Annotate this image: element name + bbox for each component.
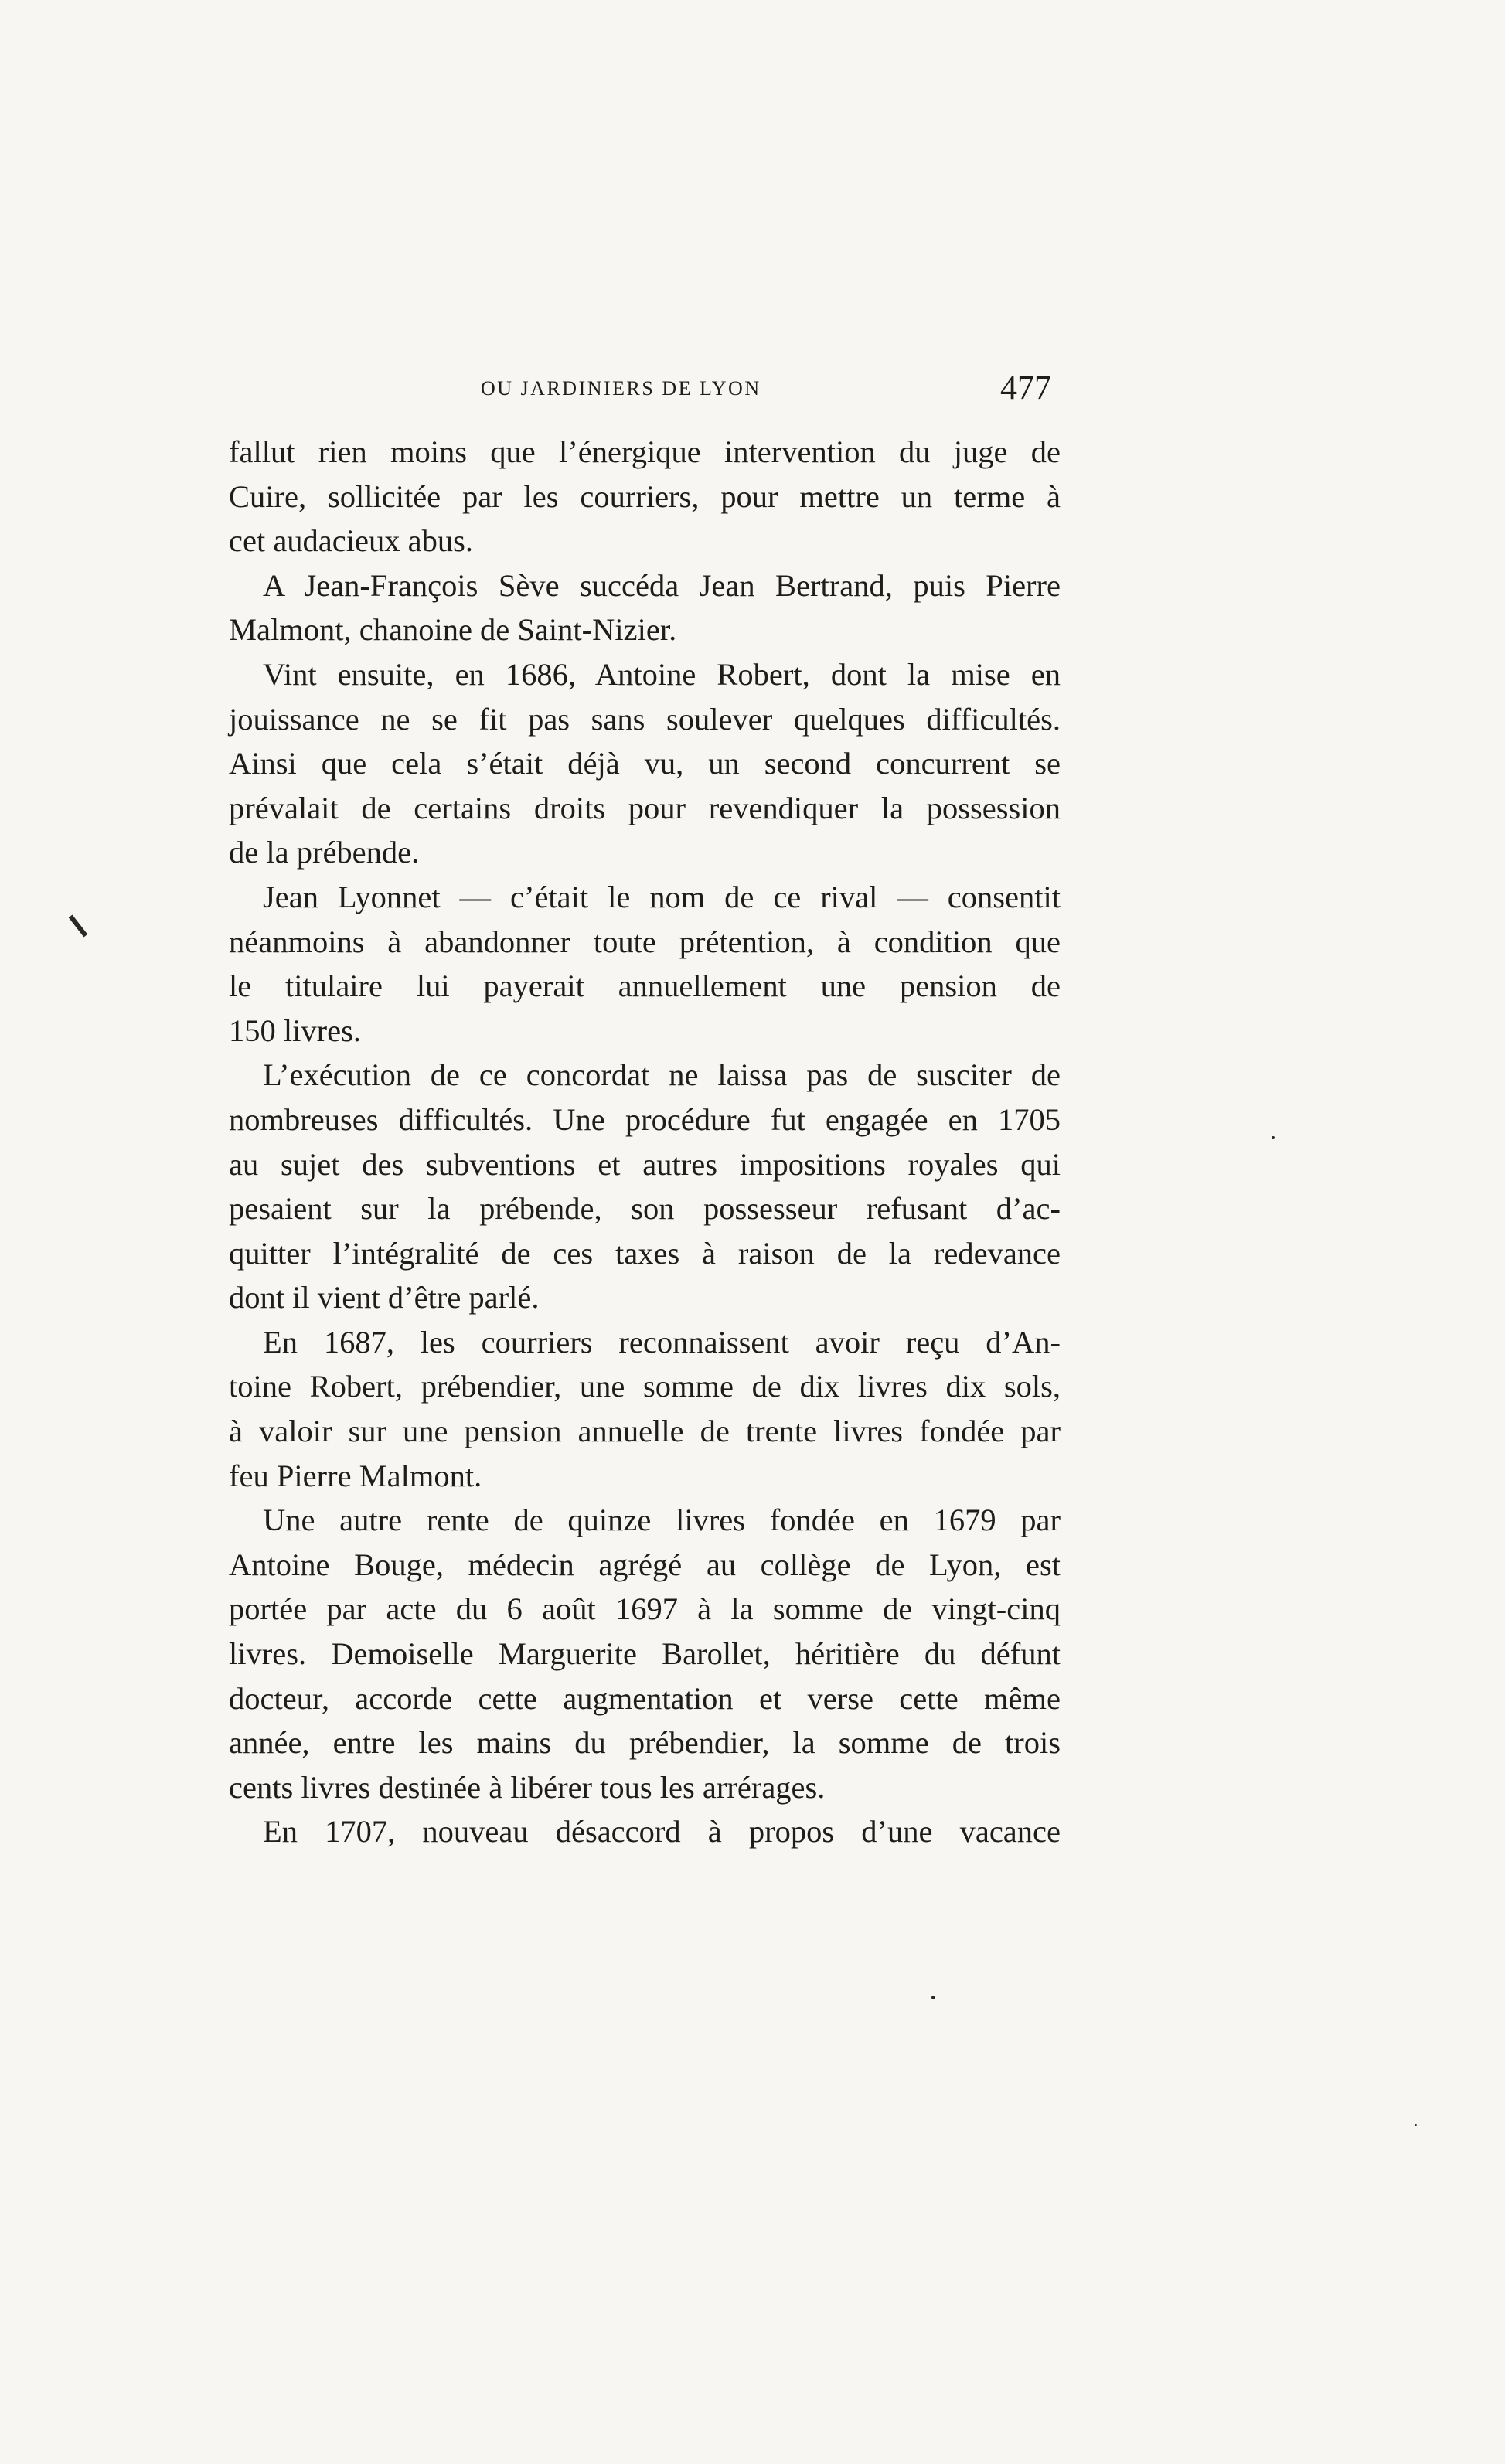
text-line: Malmont, chanoine de Saint-Nizier. xyxy=(229,612,677,648)
paragraph xyxy=(229,1320,1061,1498)
paragraph xyxy=(229,563,1061,652)
text-line: nombreuses difficultés. Une procédure fut engagée en 1705 xyxy=(229,1101,1061,1137)
text-line: Vint ensuite, en 1686, Antoine Robert, dont la mise en xyxy=(263,656,1061,692)
running-head xyxy=(229,368,1061,414)
text-line: En 1707, nouveau désaccord à propos d’une vacance xyxy=(263,1814,1061,1850)
text-line: au sujet des subventions et autres impositions royales qui xyxy=(229,1146,1061,1182)
text-line: pesaient sur la prébende, son possesseur refusant d’ac- xyxy=(229,1191,1061,1227)
text-line: année, entre les mains du prébendier, la somme de trois xyxy=(229,1725,1061,1761)
text-line: de la prébende. xyxy=(229,835,420,870)
paragraph xyxy=(229,652,1061,875)
text-line: L’exécution de ce concordat ne laissa pas de susciter de xyxy=(263,1057,1061,1093)
text-line: dont il vient d’être parlé. xyxy=(229,1280,540,1315)
paragraph xyxy=(229,875,1061,1053)
text-line: fallut rien moins que l’énergique intervention du juge de xyxy=(229,434,1061,469)
paragraph xyxy=(229,1809,1061,1854)
text-line: jouissance ne se fit pas sans soulever quelques difficultés. xyxy=(229,701,1061,737)
text-line: prévalait de certains droits pour revendiquer la possession xyxy=(229,790,1061,825)
text-line: Jean Lyonnet — c’était le nom de ce rival — consentit xyxy=(263,879,1061,914)
text-line: Une autre rente de quinze livres fondée en 1679 par xyxy=(263,1503,1061,1538)
text-line: cents livres destinée à libérer tous les arrérages. xyxy=(229,1769,826,1805)
text-line: portée par acte du 6 août 1697 à la somme de vingt-cinq xyxy=(229,1591,1061,1627)
text-line: cet audacieux abus. xyxy=(229,523,473,559)
paragraph xyxy=(229,1053,1061,1320)
text-line: Antoine Bouge, médecin agrégé au collège de Lyon, est xyxy=(229,1547,1061,1582)
scan-speck xyxy=(1415,2124,1417,2126)
text-line: néanmoins à abandonner toute prétention, à condition que xyxy=(229,924,1061,959)
text-line: toine Robert, prébendier, une somme de dix livres dix sols, xyxy=(229,1369,1061,1404)
text-line: quitter l’intégralité de ces taxes à raison de la redevance xyxy=(229,1235,1061,1271)
margin-mark xyxy=(69,915,87,938)
text-line: le titulaire lui payerait annuellement une pension de xyxy=(229,968,1061,1004)
page-number: 477 xyxy=(1000,369,1051,407)
text-line: Cuire, sollicitée par les courriers, pour mettre un terme à xyxy=(229,478,1061,514)
text-line: à valoir sur une pension annuelle de trente livres fondée par xyxy=(229,1414,1061,1449)
text-line: 150 livres. xyxy=(229,1012,361,1048)
body-text xyxy=(229,430,1061,1854)
scan-speck xyxy=(1272,1136,1275,1139)
paragraph xyxy=(229,430,1061,563)
text-line: docteur, accorde cette augmentation et verse cette même xyxy=(229,1680,1061,1716)
scan-speck xyxy=(931,1996,935,1999)
text-line: Ainsi que cela s’était déjà vu, un second concurrent se xyxy=(229,746,1061,781)
running-title: OU JARDINIERS DE LYON xyxy=(481,377,761,400)
text-line: livres. Demoiselle Marguerite Barollet, héritière du défunt xyxy=(229,1636,1061,1672)
text-line: feu Pierre Malmont. xyxy=(229,1458,482,1493)
text-line: A Jean-François Sève succéda Jean Bertrand, puis Pierre xyxy=(263,567,1061,603)
text-line: En 1687, les courriers reconnaissent avoir reçu d’An- xyxy=(263,1324,1061,1360)
paragraph xyxy=(229,1498,1061,1809)
